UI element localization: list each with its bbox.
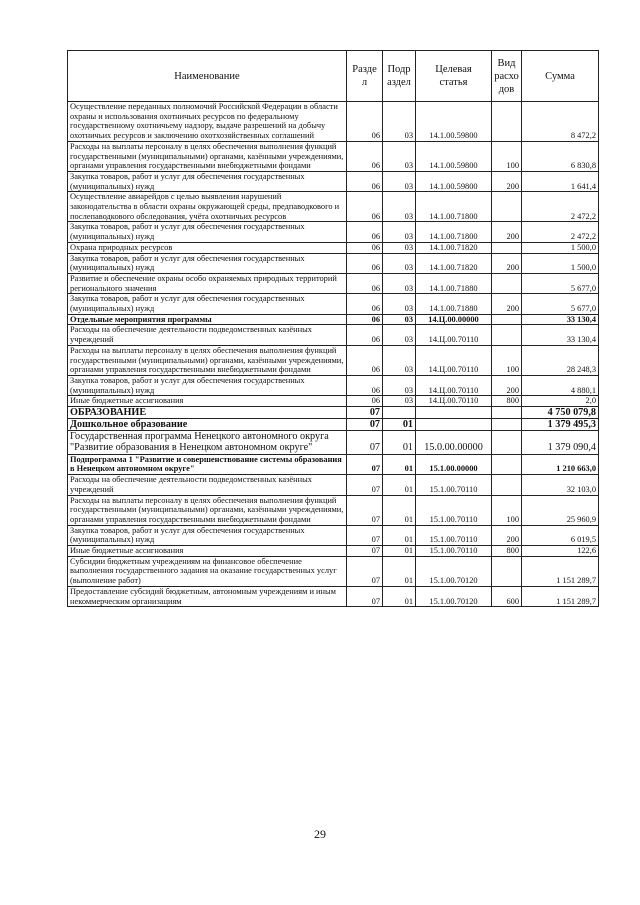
row-podrazdel: 03: [383, 222, 416, 242]
table-header: [68, 51, 599, 102]
table-row: [68, 253, 599, 273]
row-podrazdel: 03: [383, 102, 416, 142]
table-row: [68, 314, 599, 325]
row-podrazdel: 03: [383, 242, 416, 253]
row-target-article: 15.1.00.00000: [416, 454, 492, 474]
row-expense-type: [492, 454, 522, 474]
table-row: [68, 556, 599, 586]
row-name: Закупка товаров, работ и услуг для обеспечения государственных (муниципальных) нужд: [68, 375, 347, 395]
row-expense-type: [492, 102, 522, 142]
row-target-article: 15.1.00.70110: [416, 525, 492, 545]
col-header-podrazdel: Подр аздел: [383, 51, 416, 102]
row-razdel: 06: [347, 294, 383, 314]
row-podrazdel: 03: [383, 171, 416, 191]
row-podrazdel: 01: [383, 454, 416, 474]
row-sum: 33 130,4: [522, 314, 599, 325]
row-target-article: 15.1.00.70110: [416, 495, 492, 525]
row-sum: 5 677,0: [522, 294, 599, 314]
row-podrazdel: 01: [383, 586, 416, 606]
row-expense-type: 200: [492, 171, 522, 191]
table-row: [68, 141, 599, 171]
row-podrazdel: 03: [383, 314, 416, 325]
table-row: [68, 495, 599, 525]
row-target-article: 14.Ц.00.70110: [416, 345, 492, 375]
row-target-article: 14.Ц.00.70110: [416, 375, 492, 395]
row-sum: 8 472,2: [522, 102, 599, 142]
row-expense-type: 200: [492, 253, 522, 273]
row-sum: 1 151 289,7: [522, 586, 599, 606]
table-row: [68, 375, 599, 395]
table-row: [68, 171, 599, 191]
row-razdel: 07: [347, 454, 383, 474]
row-name: Осуществление авиарейдов с целью выявления нарушений законодательства в области охраны окружающей среды, предпаводкового и послепаводкового обследования, учёта охотничьих ресурсов: [68, 192, 347, 222]
row-sum: 28 248,3: [522, 345, 599, 375]
row-sum: 2,0: [522, 396, 599, 407]
row-razdel: 07: [347, 546, 383, 557]
row-name: Отдельные мероприятия программы: [68, 314, 347, 325]
col-header-expense-type: Вид расхо дов: [492, 51, 522, 102]
row-expense-type: 800: [492, 396, 522, 407]
row-expense-type: 600: [492, 586, 522, 606]
row-target-article: [416, 407, 492, 419]
row-podrazdel: 01: [383, 475, 416, 495]
row-razdel: 06: [347, 345, 383, 375]
row-name: Субсидии бюджетным учреждениям на финансовое обеспечение выполнения государственного задания на оказание государственных услуг (выполнение работ): [68, 556, 347, 586]
row-name: Закупка товаров, работ и услуг для обеспечения государственных (муниципальных) нужд: [68, 294, 347, 314]
row-target-article: [416, 419, 492, 431]
row-razdel: 07: [347, 475, 383, 495]
row-expense-type: [492, 419, 522, 431]
table-row: [68, 273, 599, 293]
row-target-article: 15.0.00.00000: [416, 431, 492, 455]
row-expense-type: [492, 407, 522, 419]
row-podrazdel: 03: [383, 141, 416, 171]
row-name: Подпрограмма 1 "Развитие и совершенствование системы образования в Ненецком автономном округе": [68, 454, 347, 474]
row-razdel: 06: [347, 253, 383, 273]
row-expense-type: [492, 431, 522, 455]
row-razdel: 07: [347, 556, 383, 586]
row-razdel: 06: [347, 102, 383, 142]
row-expense-type: 200: [492, 375, 522, 395]
row-podrazdel: 01: [383, 495, 416, 525]
row-name: Закупка товаров, работ и услуг для обеспечения государственных (муниципальных) нужд: [68, 171, 347, 191]
row-expense-type: 100: [492, 495, 522, 525]
row-target-article: 14.1.00.71800: [416, 222, 492, 242]
table-row: [68, 396, 599, 407]
row-razdel: 07: [347, 495, 383, 525]
row-sum: 1 379 090,4: [522, 431, 599, 455]
row-name: ОБРАЗОВАНИЕ: [68, 407, 347, 419]
row-expense-type: [492, 325, 522, 345]
row-name: Иные бюджетные ассигнования: [68, 396, 347, 407]
table-row: [68, 586, 599, 606]
table-row: [68, 546, 599, 557]
row-razdel: 07: [347, 525, 383, 545]
table-row: [68, 345, 599, 375]
row-razdel: 06: [347, 171, 383, 191]
row-name: Расходы на выплаты персоналу в целях обеспечения выполнения функций государственными (муниципальными) органами, казёнными учреждениями, органами управления государственными внебюджетными фондами: [68, 495, 347, 525]
row-podrazdel: 01: [383, 556, 416, 586]
row-target-article: 14.Ц.00.00000: [416, 314, 492, 325]
row-sum: 1 151 289,7: [522, 556, 599, 586]
table-row: [68, 407, 599, 419]
row-sum: 2 472,2: [522, 192, 599, 222]
page-number: 29: [314, 827, 326, 841]
row-sum: 25 960,9: [522, 495, 599, 525]
row-name: Иные бюджетные ассигнования: [68, 546, 347, 557]
row-podrazdel: 01: [383, 419, 416, 431]
row-target-article: 15.1.00.70120: [416, 556, 492, 586]
row-name: Расходы на выплаты персоналу в целях обеспечения выполнения функций государственными (муниципальными) органами, казёнными учреждениями, органами управления государственными внебюджетными фондами: [68, 345, 347, 375]
row-razdel: 07: [347, 419, 383, 431]
table-row: [68, 222, 599, 242]
row-expense-type: [492, 242, 522, 253]
row-target-article: 14.1.00.71800: [416, 192, 492, 222]
row-name: Закупка товаров, работ и услуг для обеспечения государственных (муниципальных) нужд: [68, 222, 347, 242]
row-podrazdel: 03: [383, 396, 416, 407]
row-target-article: 14.Ц.00.70110: [416, 396, 492, 407]
row-name: Дошкольное образование: [68, 419, 347, 431]
table-row: [68, 192, 599, 222]
row-razdel: 06: [347, 242, 383, 253]
row-name: Расходы на обеспечение деятельности подведомственных казённых учреждений: [68, 325, 347, 345]
row-target-article: 14.1.00.59800: [416, 141, 492, 171]
row-name: Государственная программа Ненецкого автономного округа "Развитие образования в Ненецком автономном округе": [68, 431, 347, 455]
row-sum: 33 130,4: [522, 325, 599, 345]
row-podrazdel: 01: [383, 546, 416, 557]
row-sum: 4 880,1: [522, 375, 599, 395]
col-header-target-article: Целевая статья: [416, 51, 492, 102]
row-razdel: 06: [347, 375, 383, 395]
row-name: Охрана природных ресурсов: [68, 242, 347, 253]
budget-table: [67, 50, 599, 607]
table-row: [68, 325, 599, 345]
row-expense-type: 800: [492, 546, 522, 557]
row-sum: 6 019,5: [522, 525, 599, 545]
row-podrazdel: 03: [383, 192, 416, 222]
row-sum: 1 641,4: [522, 171, 599, 191]
row-sum: 5 677,0: [522, 273, 599, 293]
row-expense-type: [492, 475, 522, 495]
row-razdel: 07: [347, 407, 383, 419]
row-name: Закупка товаров, работ и услуг для обеспечения государственных (муниципальных) нужд: [68, 253, 347, 273]
row-target-article: 14.1.00.71880: [416, 294, 492, 314]
row-podrazdel: 03: [383, 375, 416, 395]
row-razdel: 06: [347, 141, 383, 171]
col-header-sum: Сумма: [522, 51, 599, 102]
row-expense-type: 200: [492, 525, 522, 545]
row-razdel: 06: [347, 325, 383, 345]
row-podrazdel: 01: [383, 431, 416, 455]
col-header-razdel: Разде л: [347, 51, 383, 102]
row-name: Осуществление переданных полномочий Российской Федерации в области охраны и использования охотничьих ресурсов по федеральному государственному охотничьему надзору, выдаче разрешений на добычу охотничьих ресурсов и заключению охотхозяйственных соглашений: [68, 102, 347, 142]
row-sum: 6 830,8: [522, 141, 599, 171]
row-name: Расходы на обеспечение деятельности подведомственных казённых учреждений: [68, 475, 347, 495]
row-podrazdel: 01: [383, 525, 416, 545]
table-row: [68, 102, 599, 142]
row-razdel: 06: [347, 222, 383, 242]
row-razdel: 06: [347, 192, 383, 222]
row-target-article: 15.1.00.70120: [416, 586, 492, 606]
row-podrazdel: [383, 407, 416, 419]
table-row: [68, 419, 599, 431]
row-target-article: 14.1.00.59800: [416, 171, 492, 191]
table-row: [68, 475, 599, 495]
row-razdel: 07: [347, 431, 383, 455]
row-name: Предоставление субсидий бюджетным, автономным учреждениям и иным некоммерческим организациям: [68, 586, 347, 606]
row-expense-type: [492, 273, 522, 293]
row-name: Закупка товаров, работ и услуг для обеспечения государственных (муниципальных) нужд: [68, 525, 347, 545]
row-podrazdel: 03: [383, 294, 416, 314]
row-expense-type: [492, 556, 522, 586]
row-expense-type: 200: [492, 222, 522, 242]
row-podrazdel: 03: [383, 325, 416, 345]
row-target-article: 15.1.00.70110: [416, 475, 492, 495]
row-target-article: 14.1.00.71820: [416, 253, 492, 273]
row-sum: 1 500,0: [522, 253, 599, 273]
row-expense-type: 200: [492, 294, 522, 314]
row-sum: 32 103,0: [522, 475, 599, 495]
row-expense-type: [492, 314, 522, 325]
row-sum: 2 472,2: [522, 222, 599, 242]
row-target-article: 15.1.00.70110: [416, 546, 492, 557]
row-sum: 1 379 495,3: [522, 419, 599, 431]
col-header-name: Наименование: [68, 51, 347, 102]
row-target-article: 14.1.00.71880: [416, 273, 492, 293]
row-expense-type: 100: [492, 345, 522, 375]
table-row: [68, 525, 599, 545]
row-podrazdel: 03: [383, 253, 416, 273]
table-row: [68, 431, 599, 455]
table-row: [68, 242, 599, 253]
row-sum: 1 500,0: [522, 242, 599, 253]
row-sum: 1 210 663,0: [522, 454, 599, 474]
row-expense-type: 100: [492, 141, 522, 171]
row-sum: 122,6: [522, 546, 599, 557]
table-row: [68, 454, 599, 474]
row-podrazdel: 03: [383, 345, 416, 375]
row-razdel: 07: [347, 586, 383, 606]
row-target-article: 14.1.00.71820: [416, 242, 492, 253]
row-expense-type: [492, 192, 522, 222]
row-target-article: 14.1.00.59800: [416, 102, 492, 142]
row-sum: 4 750 079,8: [522, 407, 599, 419]
row-podrazdel: 03: [383, 273, 416, 293]
row-razdel: 06: [347, 314, 383, 325]
row-razdel: 06: [347, 273, 383, 293]
row-target-article: 14.Ц.00.70110: [416, 325, 492, 345]
table-row: [68, 294, 599, 314]
row-name: Расходы на выплаты персоналу в целях обеспечения выполнения функций государственными (муниципальными) органами, казёнными учреждениями, органами управления государственными внебюджетными фондами: [68, 141, 347, 171]
row-razdel: 06: [347, 396, 383, 407]
row-name: Развитие и обеспечение охраны особо охраняемых природных территорий регионального значения: [68, 273, 347, 293]
